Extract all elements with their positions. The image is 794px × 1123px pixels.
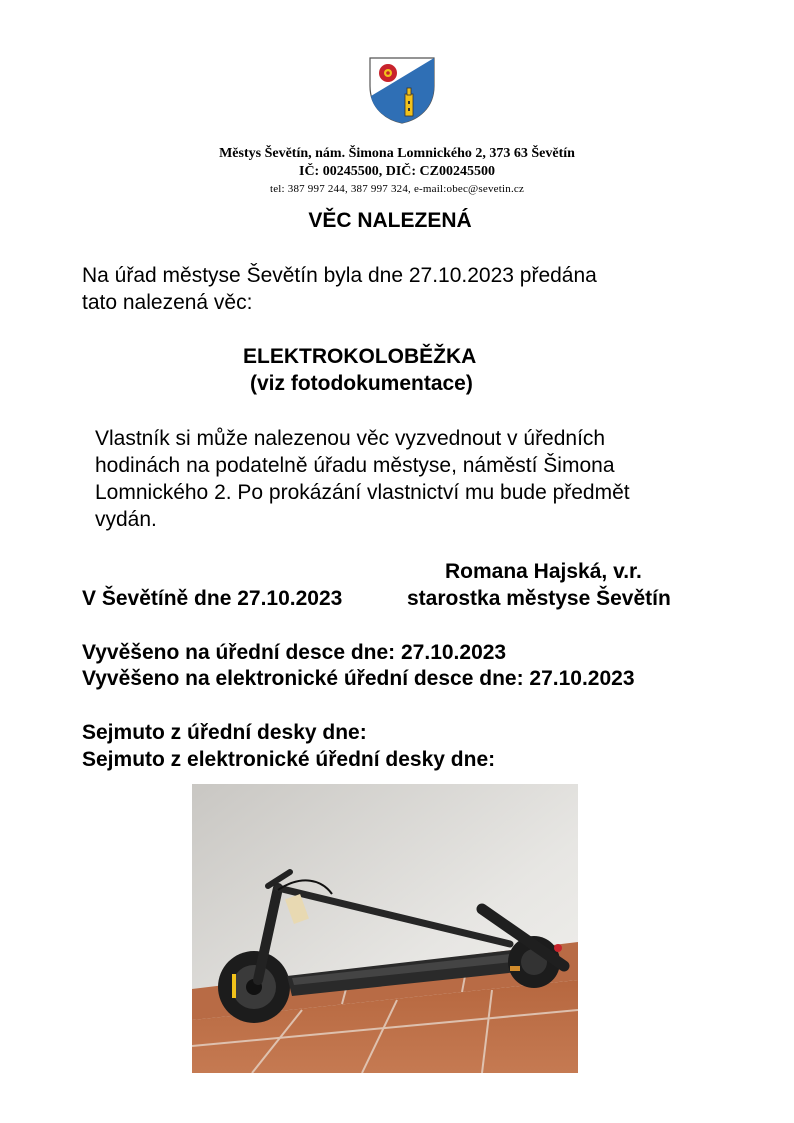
- coat-of-arms-icon: [364, 56, 440, 124]
- intro-line-1: Na úřad městyse Ševětín byla dne 27.10.2023 předána: [82, 264, 597, 287]
- header-contact: tel: 387 997 244, 387 997 324, e-mail:obec@sevetin.cz: [269, 183, 525, 195]
- instructions-line-1: Vlastník si může nalezenou věc vyzvednout v úředních: [95, 427, 606, 450]
- instructions-line-2: hodinách na podatelně úřadu městyse, náměstí Šimona: [95, 454, 615, 477]
- posted-line-2: Vyvěšeno na elektronické úřední desce dne: 27.10.2023: [82, 667, 635, 690]
- signatory-name: Romana Hajská, v.r.: [445, 560, 642, 583]
- removed-line-1: Sejmuto z úřední desky dne:: [82, 721, 367, 744]
- item-name: ELEKTROKOLOBĚŽKA: [243, 345, 477, 368]
- header-ids: IČ: 00245500, DIČ: CZ00245500: [299, 164, 495, 179]
- document-title: VĚC NALEZENÁ: [308, 209, 472, 232]
- scooter-photo: [192, 784, 578, 1073]
- removed-line-2: Sejmuto z elektronické úřední desky dne:: [82, 748, 496, 771]
- instructions-line-4: vydán.: [95, 508, 157, 531]
- header-address: Městys Ševětín, nám. Šimona Lomnického 2, 373 63 Ševětín: [219, 146, 575, 161]
- instructions-line-3: Lomnického 2. Po prokázání vlastnictví mu bude předmět: [95, 481, 630, 504]
- item-note: (viz fotodokumentace): [250, 372, 473, 395]
- intro-line-2: tato nalezená věc:: [82, 291, 253, 314]
- posted-line-1: Vyvěšeno na úřední desce dne: 27.10.2023: [82, 641, 507, 664]
- signatory-title: starostka městyse Ševětín: [407, 587, 671, 610]
- place-date: V Ševětíně dne 27.10.2023: [82, 587, 343, 610]
